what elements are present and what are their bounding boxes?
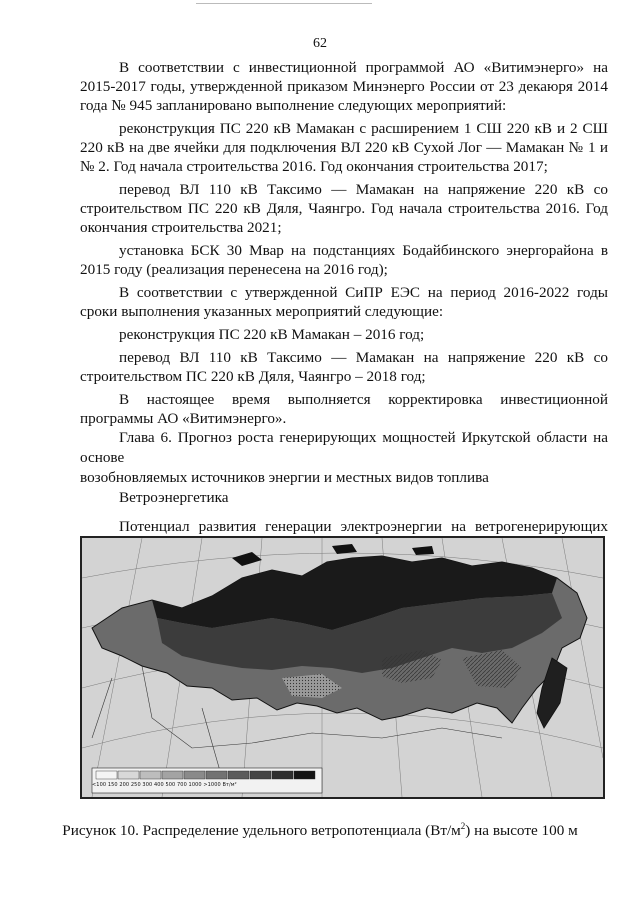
paragraph: В соответствии с утвержденной СиПР ЕЭС на период 2016-2022 годы сроки выполнения указанных мероприятий следующие:: [80, 284, 608, 320]
caption-text-end: ) на высоте 100 м: [465, 822, 578, 840]
legend-swatch: [294, 771, 315, 779]
paragraph: реконструкция ПС 220 кВ Мамакан – 2016 год;: [119, 326, 425, 343]
legend-swatch: [96, 771, 117, 779]
figure-caption: [0, 821, 640, 840]
paragraph: перевод ВЛ 110 кВ Таксимо — Мамакан на напряжение 220 кВ со строительством ПС 220 кВ Дяля, Чаянгро. Год начала строительства 2016. Год окончания строительства 2021;: [80, 181, 608, 236]
legend-swatch: [162, 771, 183, 779]
legend-labels: <100 150 200 250 300 400 500 700 1000 >1000 Вт/м²: [92, 782, 237, 788]
legend-swatch: [118, 771, 139, 779]
paragraph: В настоящее время выполняется корректировка инвестиционной программы АО «Витимэнерго».: [80, 391, 608, 427]
intro-paragraph: Потенциал развития генерации электроэнергии на ветрогенерирующих: [119, 518, 608, 535]
chapter-line-2: возобновляемых источников энергии и местных видов топлива: [80, 469, 489, 486]
paragraph: реконструкция ПС 220 кВ Мамакан с расширением 1 СШ 220 кВ и 2 СШ 220 кВ на две ячейки для подключения ВЛ 220 кВ Сухой Лог — Мамакан № 1 и № 2. Год начала строительства 2016. Год окончания строительства 2017;: [80, 120, 608, 175]
page-number: 62: [313, 36, 327, 51]
legend-swatch: [250, 771, 271, 779]
map-graphic: [82, 538, 603, 797]
legend-swatch: [184, 771, 205, 779]
paragraph: В соответствии с инвестиционной программой АО «Витимэнерго» на 2015-2017 годы, утвержденной приказом Минэнерго России от 23 декаюря 2014 года № 945 запланировано выполнение следующих мероприятий:: [80, 59, 608, 114]
caption-superscript: 2: [460, 821, 466, 831]
legend-swatch: [206, 771, 227, 779]
caption-text: Рисунок 10. Распределение удельного ветропотенциала (Вт/м: [62, 822, 461, 840]
chapter-line-1: Глава 6. Прогноз роста генерирующих мощностей Иркутской области на основе: [80, 429, 608, 466]
subheading: Ветроэнергетика: [119, 489, 229, 506]
paragraph: установка БСК 30 Мвар на подстанциях Бодайбинского энергорайона в 2015 году (реализация перенесена на 2016 год);: [80, 242, 608, 278]
legend-swatch: [272, 771, 293, 779]
legend-swatch: [140, 771, 161, 779]
top-rule: [196, 3, 372, 4]
wind-potential-map: [80, 536, 605, 799]
legend-swatch: [228, 771, 249, 779]
paragraph: перевод ВЛ 110 кВ Таксимо — Мамакан на напряжение 220 кВ со строительством ПС 220 кВ Дяля, Чаянгро – 2018 год;: [80, 349, 608, 385]
body-text: [80, 58, 608, 555]
chapter-heading: [80, 428, 608, 488]
